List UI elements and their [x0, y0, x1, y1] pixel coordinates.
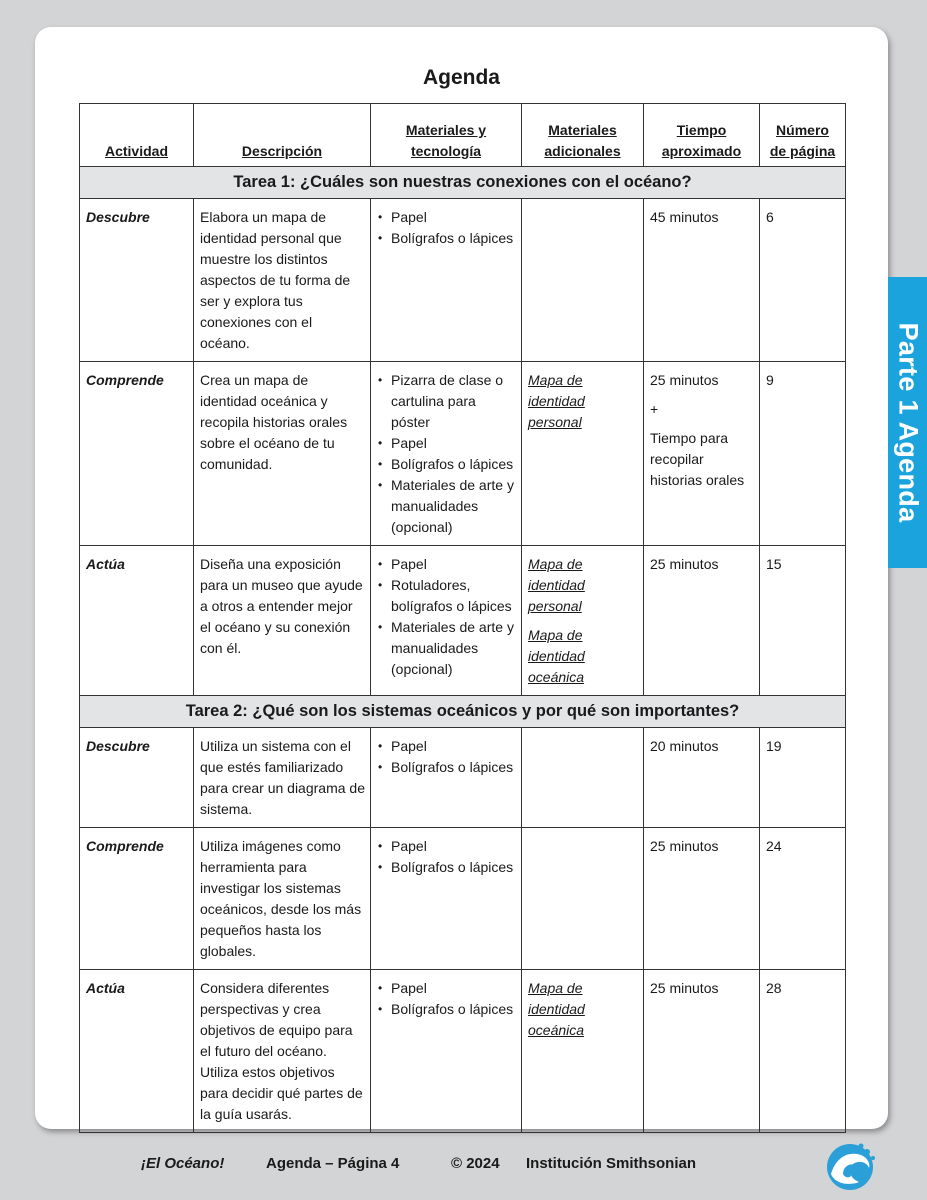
header-descripcion: Descripción	[194, 104, 371, 167]
activity-cell: Descubre	[80, 728, 194, 828]
task-1-row	[80, 167, 846, 199]
materials-item: • Bolígrafos o lápices	[377, 999, 516, 1020]
activity-cell: Comprende	[80, 828, 194, 970]
time-cell: 20 minutos	[644, 728, 760, 828]
table-row	[80, 362, 846, 546]
agenda-table	[79, 103, 846, 1133]
task-2-row	[80, 696, 846, 728]
extra-material-ref: Mapa de identidad personal	[528, 372, 585, 430]
page-number-cell: 6	[760, 199, 846, 362]
header-actividad: Actividad	[80, 104, 194, 167]
materials-cell	[371, 199, 522, 362]
extra-materials-cell	[522, 546, 644, 696]
footer-page-label: Agenda – Página 4	[266, 1155, 400, 1172]
header-adicionales: Materiales adicionales	[522, 104, 644, 167]
header-materiales: Materiales y tecnología	[371, 104, 522, 167]
description-cell: Utiliza un sistema con el que estés familiarizado para crear un diagrama de sistema.	[194, 728, 371, 828]
materials-cell	[371, 828, 522, 970]
materials-item: • Papel	[377, 836, 516, 857]
footer-publisher: Institución Smithsonian	[526, 1155, 697, 1172]
extra-material-ref: Mapa de identidad oceánica	[528, 627, 585, 685]
extra-materials-cell	[522, 199, 644, 362]
footer-copyright: © 2024	[451, 1155, 500, 1172]
side-tab-label: Parte 1 Agenda	[893, 322, 924, 523]
header-numero: Número de página	[760, 104, 846, 167]
table-row	[80, 546, 846, 696]
time-extra: Tiempo para recopilar historias orales	[650, 430, 745, 488]
header-row	[80, 104, 846, 167]
materials-item: • Materiales de arte y manualidades (opcional)	[377, 475, 516, 538]
materials-item: • Papel	[377, 207, 516, 228]
time-cell: 25 minutos	[644, 546, 760, 696]
time-cell	[644, 362, 760, 546]
description-cell: Diseña una exposición para un museo que ayude a otros a entender mejor el océano y su conexión con él.	[194, 546, 371, 696]
description-cell: Considera diferentes perspectivas y crea objetivos de equipo para el futuro del océano. Utiliza estos objetivos para decidir qué partes de la guía usarás.	[194, 970, 371, 1133]
extra-materials-cell	[522, 970, 644, 1133]
page-title: Agenda	[422, 66, 500, 89]
time-cell: 25 minutos	[644, 970, 760, 1133]
materials-cell	[371, 546, 522, 696]
page-number-cell: 15	[760, 546, 846, 696]
materials-cell	[371, 362, 522, 546]
materials-item: • Bolígrafos o lápices	[377, 228, 516, 249]
extra-material-ref: Mapa de identidad oceánica	[528, 980, 585, 1038]
materials-item: • Papel	[377, 978, 516, 999]
description-cell: Crea un mapa de identidad oceánica y recopila historias orales sobre el océano de tu comunidad.	[194, 362, 371, 546]
table-row	[80, 828, 846, 970]
materials-item: • Bolígrafos o lápices	[377, 857, 516, 878]
materials-item: • Rotuladores, bolígrafos o lápices	[377, 575, 516, 617]
materials-item: • Bolígrafos o lápices	[377, 454, 516, 475]
time-value: 25 minutos	[650, 372, 719, 388]
footer	[0, 1155, 927, 1177]
table-row	[80, 970, 846, 1133]
task-1-title: Tarea 1: ¿Cuáles son nuestras conexiones con el océano?	[80, 167, 846, 199]
extra-materials-cell	[522, 362, 644, 546]
materials-cell	[371, 970, 522, 1133]
page-number-cell: 28	[760, 970, 846, 1133]
page-number-cell: 9	[760, 362, 846, 546]
extra-materials-cell	[522, 828, 644, 970]
wave-logo-icon	[825, 1138, 879, 1192]
materials-item: • Pizarra de clase o cartulina para póster	[377, 370, 516, 433]
description-cell: Utiliza imágenes como herramienta para investigar los sistemas oceánicos, desde los más pequeños hasta los globales.	[194, 828, 371, 970]
activity-cell: Actúa	[80, 546, 194, 696]
materials-item: • Papel	[377, 554, 516, 575]
page-number-cell: 19	[760, 728, 846, 828]
activity-cell: Descubre	[80, 199, 194, 362]
activity-cell: Comprende	[80, 362, 194, 546]
table-row	[80, 199, 846, 362]
extra-materials-cell	[522, 728, 644, 828]
time-cell: 25 minutos	[644, 828, 760, 970]
materials-item: • Bolígrafos o lápices	[377, 757, 516, 778]
time-cell: 45 minutos	[644, 199, 760, 362]
activity-cell: Actúa	[80, 970, 194, 1133]
materials-item: • Papel	[377, 433, 516, 454]
materials-item: • Papel	[377, 736, 516, 757]
extra-material-ref: Mapa de identidad personal	[528, 556, 585, 614]
header-tiempo: Tiempo aproximado	[644, 104, 760, 167]
materials-cell	[371, 728, 522, 828]
description-cell: Elabora un mapa de identidad personal que muestre los distintos aspectos de tu forma de ser y explora tus conexiones con el océano.	[194, 199, 371, 362]
page-number-cell: 24	[760, 828, 846, 970]
section-side-tab[interactable]	[888, 277, 927, 568]
time-plus: +	[650, 401, 659, 417]
materials-item: • Materiales de arte y manualidades (opcional)	[377, 617, 516, 680]
task-2-title: Tarea 2: ¿Qué son los sistemas oceánicos y por qué son importantes?	[80, 696, 846, 728]
footer-book-title: ¡El Océano!	[141, 1155, 225, 1172]
table-row	[80, 728, 846, 828]
